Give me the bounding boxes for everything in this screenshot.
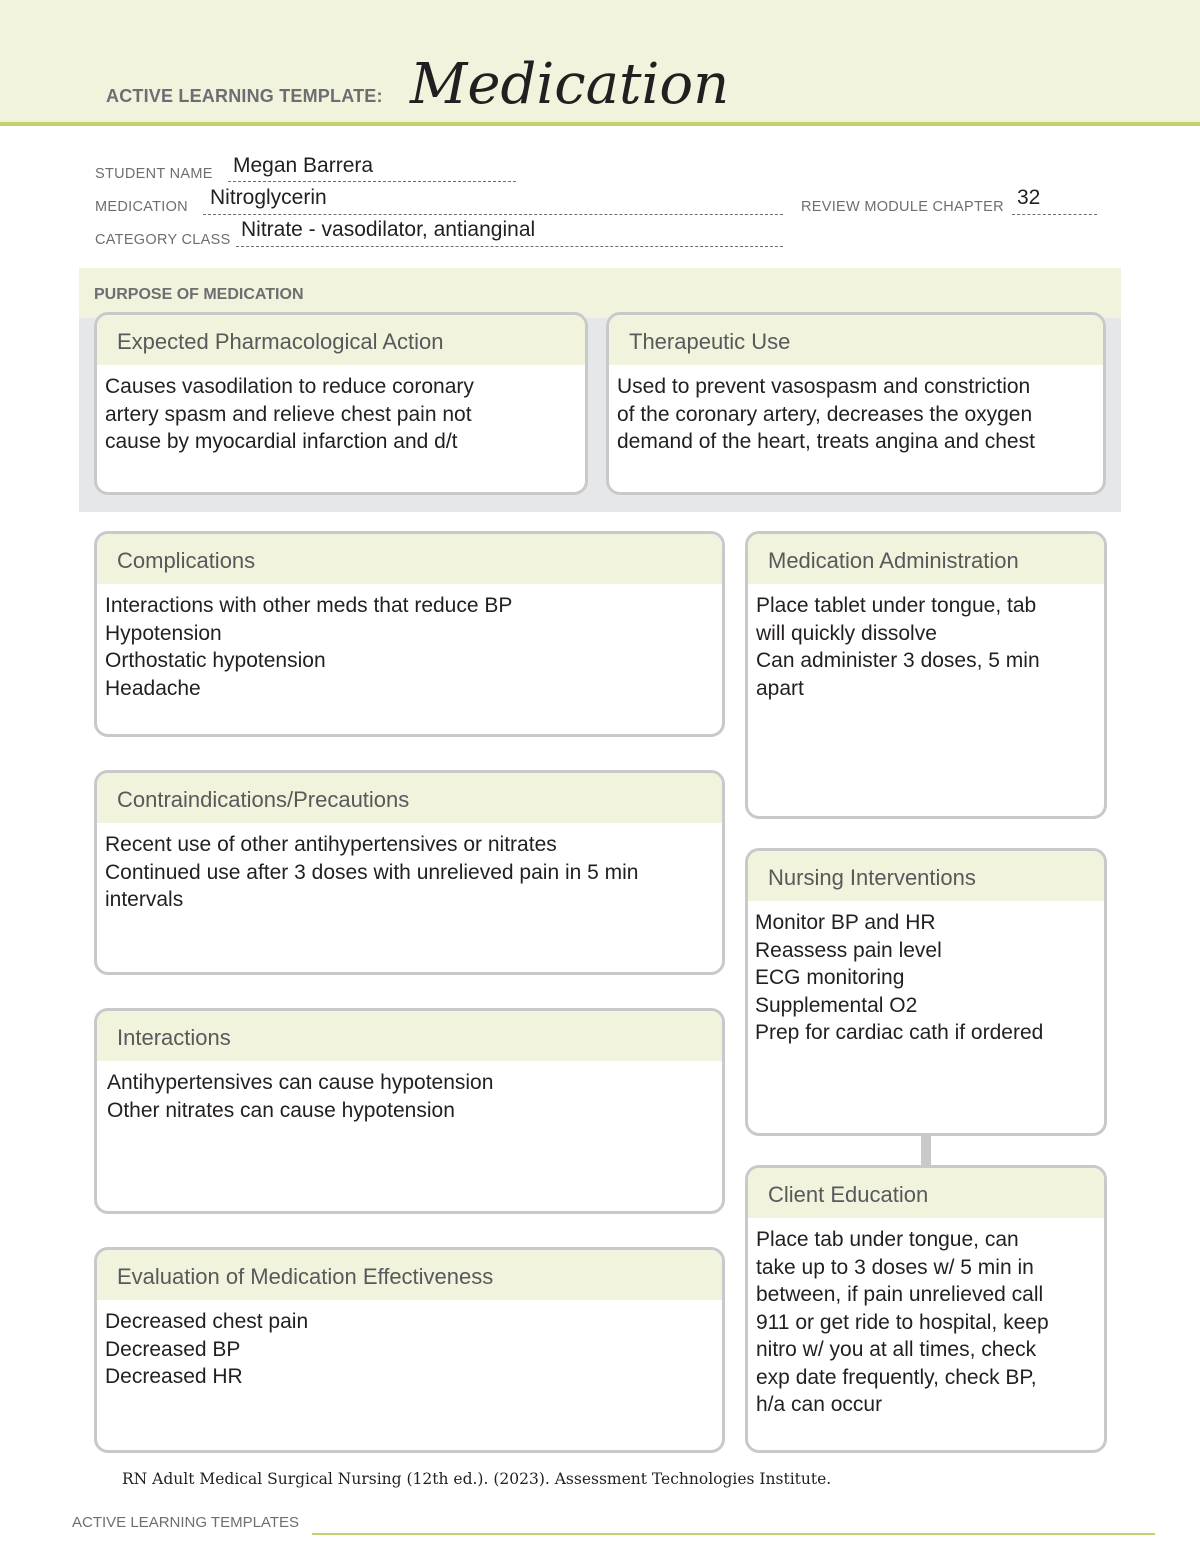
medication-field[interactable]: Nitroglycerin xyxy=(210,186,327,209)
contraindications-title: Contraindications/Precautions xyxy=(97,773,722,823)
medication-label: MEDICATION xyxy=(95,199,188,215)
nursing-interventions-text[interactable]: Monitor BP and HR Reassess pain level ECG monitoring Supplemental O2 Prep for cardiac cath if ordered xyxy=(755,911,1044,1044)
interactions-text[interactable]: Antihypertensives can cause hypotension Other nitrates can cause hypotension xyxy=(107,1071,494,1122)
administration-card xyxy=(745,531,1107,819)
contraindications-card xyxy=(94,770,725,975)
category-class-field[interactable]: Nitrate - vasodilator, antianginal xyxy=(241,218,536,241)
nursing-interventions-title: Nursing Interventions xyxy=(748,851,1104,901)
evaluation-card xyxy=(94,1247,725,1453)
complications-title: Complications xyxy=(97,534,722,584)
evaluation-text[interactable]: Decreased chest pain Decreased BP Decreased HR xyxy=(105,1310,309,1388)
citation: RN Adult Medical Surgical Nursing (12th ed.). (2023). Assessment Technologies Institute. xyxy=(122,1470,832,1488)
nursing-interventions-card xyxy=(745,848,1107,1136)
student-name-field[interactable]: Megan Barrera xyxy=(233,154,374,177)
purpose-label: PURPOSE OF MEDICATION xyxy=(94,286,304,303)
review-module-label: REVIEW MODULE CHAPTER xyxy=(801,199,1004,215)
administration-text[interactable]: Place tablet under tongue, tab will quickly dissolve Can administer 3 doses, 5 min apart xyxy=(756,594,1040,700)
complications-text[interactable]: Interactions with other meds that reduce BP Hypotension Orthostatic hypotension Headache xyxy=(105,594,513,700)
expected-action-card xyxy=(94,312,588,495)
expected-action-title: Expected Pharmacological Action xyxy=(97,315,585,365)
student-name-line xyxy=(228,181,516,182)
contraindications-text[interactable]: Recent use of other antihypertensives or nitrates Continued use after 3 doses with unrelieved pain in 5 min intervals xyxy=(105,833,639,911)
category-class-line xyxy=(236,246,783,247)
complications-card xyxy=(94,531,725,737)
student-name-label: STUDENT NAME xyxy=(95,166,213,182)
expected-action-text[interactable]: Causes vasodilation to reduce coronary artery spasm and relieve chest pain not cause by myocardial infarction and d/t xyxy=(105,375,474,453)
therapeutic-use-title: Therapeutic Use xyxy=(609,315,1103,365)
evaluation-title: Evaluation of Medication Effectiveness xyxy=(97,1250,722,1300)
page-title: Medication xyxy=(410,52,730,117)
administration-title: Medication Administration xyxy=(748,534,1104,584)
client-education-text[interactable]: Place tab under tongue, can take up to 3 doses w/ 5 min in between, if pain unrelieved call 911 or get ride to hospital, keep nitro w/ you at all times, check exp date frequently, check BP, h/a can occur xyxy=(756,1228,1049,1416)
client-education-title: Client Education xyxy=(748,1168,1104,1218)
therapeutic-use-text[interactable]: Used to prevent vasospasm and constriction of the coronary artery, decreases the oxygen demand of the heart, treats angina and chest xyxy=(617,375,1035,453)
interactions-title: Interactions xyxy=(97,1011,722,1061)
connector-line xyxy=(921,1133,931,1167)
footer-label: ACTIVE LEARNING TEMPLATES xyxy=(72,1514,299,1531)
category-class-label: CATEGORY CLASS xyxy=(95,232,231,248)
review-module-field[interactable]: 32 xyxy=(1017,186,1041,209)
header-rule xyxy=(0,122,1200,126)
medication-line xyxy=(203,214,783,215)
review-module-line xyxy=(1012,214,1097,215)
client-education-card xyxy=(745,1165,1107,1453)
interactions-card xyxy=(94,1008,725,1214)
footer-rule xyxy=(312,1533,1155,1535)
therapeutic-use-card xyxy=(606,312,1106,495)
template-label: ACTIVE LEARNING TEMPLATE: xyxy=(106,86,383,106)
